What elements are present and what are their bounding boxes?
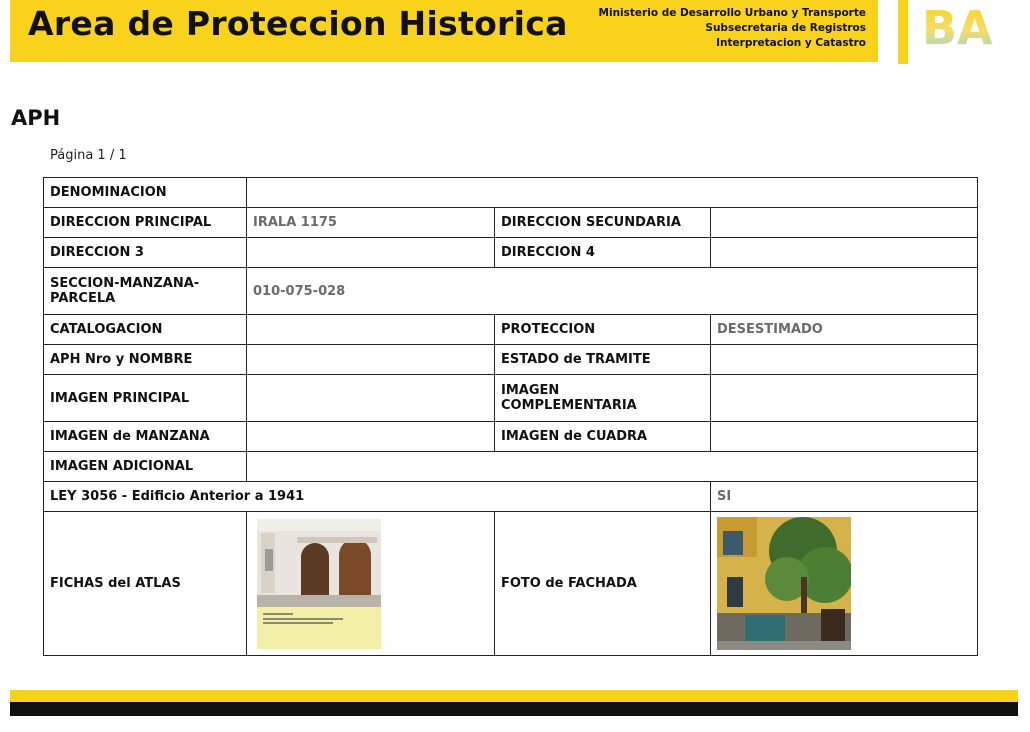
direccion-3-label: DIRECCION 3: [44, 238, 247, 268]
table-row: [44, 345, 978, 375]
table-row: [44, 375, 978, 422]
catalogacion-value: [247, 315, 495, 345]
fichas-atlas-label: FICHAS del ATLAS: [44, 512, 247, 656]
ministry-line: Ministerio de Desarrollo Urbano y Transporte: [598, 7, 866, 19]
footer-yellow-band: [10, 690, 1018, 702]
table-row: [44, 268, 978, 315]
table-row: [44, 178, 978, 208]
direccion-secundaria-label: DIRECCION SECUNDARIA: [495, 208, 711, 238]
fichas-atlas-cell: [247, 512, 495, 656]
logo-divider: [898, 0, 908, 64]
denominacion-label: DENOMINACION: [44, 178, 247, 208]
ley-3056-label: LEY 3056 - Edificio Anterior a 1941: [44, 482, 711, 512]
direccion-3-value: [247, 238, 495, 268]
aph-record-table: [43, 177, 978, 656]
site-title: Area de Proteccion Historica: [28, 4, 568, 43]
fichas-atlas-thumbnail[interactable]: [257, 519, 381, 649]
seccion-value: 010-075-028: [247, 268, 978, 315]
imagen-adicional-label: IMAGEN ADICIONAL: [44, 452, 247, 482]
foto-fachada-cell: [711, 512, 978, 656]
imagen-cuadra-label: IMAGEN de CUADRA: [495, 422, 711, 452]
denominacion-value: [247, 178, 978, 208]
proteccion-label: PROTECCION: [495, 315, 711, 345]
imagen-cuadra-value: [711, 422, 978, 452]
svg-text:BA: BA: [922, 2, 993, 52]
seccion-label-line: SECCION-MANZANA-: [50, 276, 200, 291]
ministry-line: Interpretacion y Catastro: [716, 37, 866, 49]
direccion-4-label: DIRECCION 4: [495, 238, 711, 268]
ministry-block: [599, 6, 866, 51]
table-row: [44, 422, 978, 452]
footer-black-band: [10, 702, 1018, 716]
table-row: [44, 315, 978, 345]
direccion-4-value: [711, 238, 978, 268]
proteccion-value: DESESTIMADO: [711, 315, 978, 345]
imagen-manzana-value: [247, 422, 495, 452]
header-banner: [10, 0, 878, 62]
seccion-label: [44, 268, 247, 315]
ba-logo: [920, 2, 1012, 52]
imagen-complementaria-label-line: COMPLEMENTARIA: [501, 398, 637, 413]
imagen-complementaria-label-line: IMAGEN: [501, 383, 560, 398]
foto-fachada-label: FOTO de FACHADA: [495, 512, 711, 656]
estado-tramite-value: [711, 345, 978, 375]
table-row: [44, 482, 978, 512]
imagen-principal-value: [247, 375, 495, 422]
imagen-complementaria-value: [711, 375, 978, 422]
ministry-line: Subsecretaria de Registros: [705, 22, 866, 34]
direccion-principal-value: IRALA 1175: [247, 208, 495, 238]
catalogacion-label: CATALOGACION: [44, 315, 247, 345]
aph-nro-label: APH Nro y NOMBRE: [44, 345, 247, 375]
imagen-principal-label: IMAGEN PRINCIPAL: [44, 375, 247, 422]
seccion-label-line: PARCELA: [50, 291, 116, 306]
foto-fachada-thumbnail[interactable]: [717, 517, 851, 650]
imagen-adicional-value: [247, 452, 978, 482]
ley-3056-value: SI: [711, 482, 978, 512]
table-row: [44, 452, 978, 482]
direccion-secundaria-value: [711, 208, 978, 238]
pagination-label: Página 1 / 1: [50, 148, 127, 163]
aph-nro-value: [247, 345, 495, 375]
table-row: [44, 238, 978, 268]
direccion-principal-label: DIRECCION PRINCIPAL: [44, 208, 247, 238]
imagen-complementaria-label: [495, 375, 711, 422]
table-row: [44, 208, 978, 238]
estado-tramite-label: ESTADO de TRAMITE: [495, 345, 711, 375]
page-title: APH: [11, 106, 61, 130]
imagen-manzana-label: IMAGEN de MANZANA: [44, 422, 247, 452]
table-row: [44, 512, 978, 656]
